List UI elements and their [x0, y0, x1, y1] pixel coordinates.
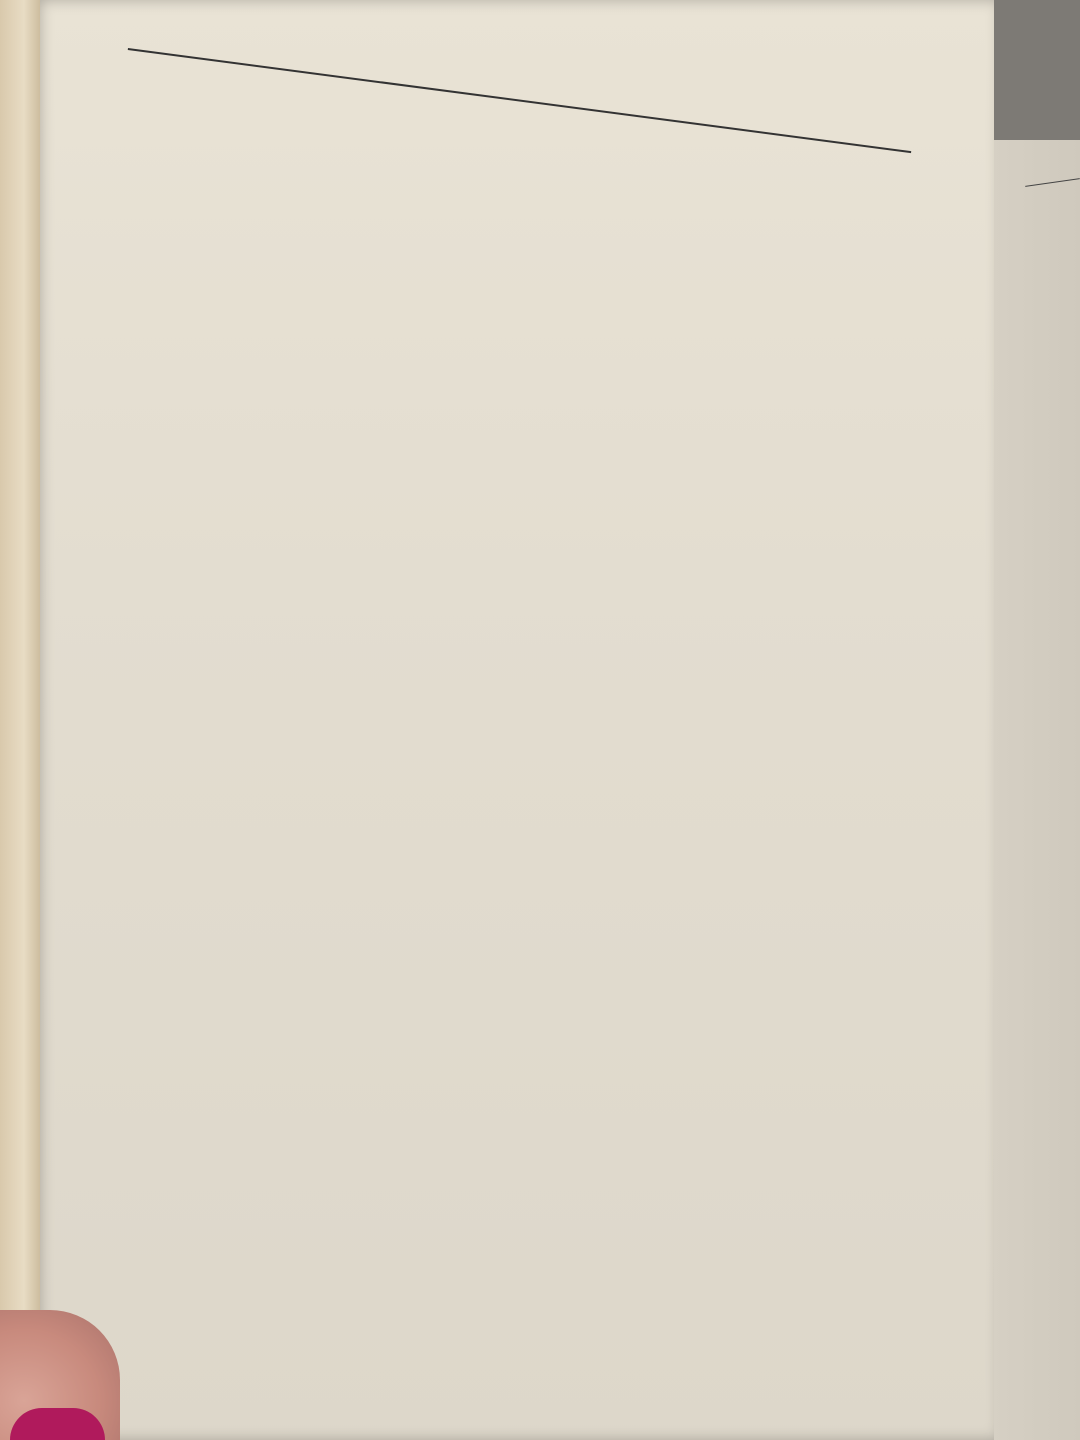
fingernail: [10, 1408, 105, 1440]
